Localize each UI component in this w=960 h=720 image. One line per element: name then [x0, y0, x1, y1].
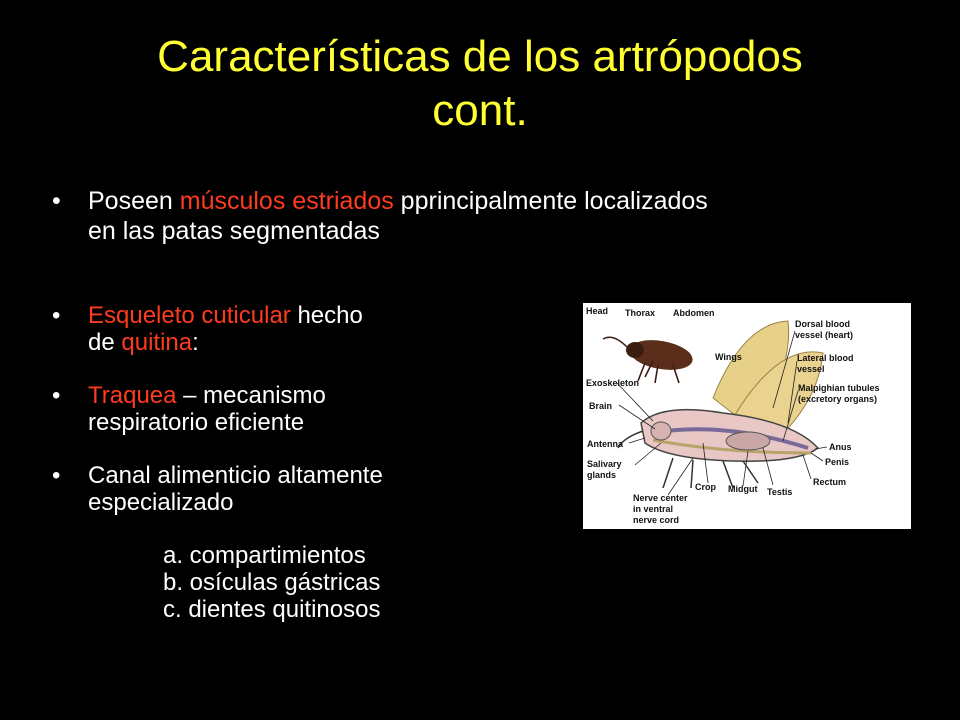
- label-rectum: Rectum: [813, 477, 847, 487]
- label-antenna: Antenna: [587, 439, 623, 449]
- bullet-skeleton-line2-highlight: quitina: [121, 329, 193, 356]
- cockroach-illustration: [603, 336, 695, 383]
- label-midgut: Midgut: [728, 484, 758, 494]
- label-salivary-1: Salivary: [587, 459, 622, 469]
- label-wings: Wings: [715, 352, 742, 362]
- bullet-skeleton-line2-post: :: [192, 329, 199, 356]
- bullet-trachea-line2: respiratorio eficiente: [88, 409, 305, 436]
- label-crop: Crop: [695, 482, 716, 492]
- title-line-2: cont.: [432, 86, 528, 135]
- label-anus: Anus: [829, 442, 852, 452]
- label-head: Head: [586, 306, 609, 316]
- label-nerve-1: Nerve center: [633, 493, 688, 503]
- bullet-muscles-pre: Poseen: [88, 187, 180, 215]
- bullet-muscles-line2: en las patas segmentadas: [88, 217, 380, 245]
- slide-title: [0, 30, 960, 138]
- bullet-skeleton-line2-pre: de: [88, 329, 122, 356]
- bullet-skeleton-highlight: Esqueleto cuticular: [88, 302, 291, 329]
- label-nerve-2: in ventral: [633, 504, 674, 514]
- bullet-dot: •: [52, 187, 61, 215]
- sublist-item: a. compartimientos: [163, 542, 366, 569]
- sublist: [163, 542, 380, 623]
- bullet-muscles: [52, 186, 912, 246]
- bullet-muscles-highlight: músculos estriados: [179, 187, 394, 215]
- sublist-item: c. dientes quitinosos: [163, 596, 381, 623]
- label-penis: Penis: [825, 457, 850, 467]
- insect-anatomy-diagram: [583, 303, 911, 529]
- bullet-trachea-highlight: Traquea: [88, 382, 177, 409]
- bullet-canal-line1: Canal alimenticio altamente: [88, 462, 383, 489]
- bullet-skeleton-post: hecho: [290, 302, 363, 329]
- label-lateral-1: Lateral blood: [797, 353, 854, 363]
- bullet-canal-line2: especializado: [88, 489, 234, 516]
- label-salivary-2: glands: [587, 470, 617, 480]
- title-line-1: Características de los artrópodos: [157, 32, 803, 81]
- bullet-trachea: [52, 382, 532, 436]
- bullet-skeleton: [52, 302, 532, 356]
- label-thorax: Thorax: [625, 308, 656, 318]
- bullet-dot: •: [52, 382, 61, 409]
- bullet-dot: •: [52, 462, 61, 489]
- bullet-dot: •: [52, 302, 61, 329]
- label-lateral-2: vessel: [797, 364, 825, 374]
- bullet-trachea-post: – mecanismo: [176, 382, 326, 409]
- label-malpighian-1: Malpighian tubules: [798, 383, 880, 393]
- label-testis: Testis: [767, 487, 793, 497]
- bullet-canal: [52, 462, 532, 516]
- label-exoskeleton: Exoskeleton: [586, 378, 640, 388]
- label-dorsal-1: Dorsal blood: [795, 319, 851, 329]
- bullet-muscles-post: pprincipalmente localizados: [393, 187, 708, 215]
- label-malpighian-2: (excretory organs): [798, 394, 878, 404]
- sublist-item: b. osículas gástricas: [163, 569, 381, 596]
- insect-anatomy-figure: [583, 303, 911, 529]
- label-abdomen: Abdomen: [673, 308, 715, 318]
- label-dorsal-2: vessel (heart): [795, 330, 854, 340]
- label-brain: Brain: [589, 401, 613, 411]
- label-nerve-3: nerve cord: [633, 515, 680, 525]
